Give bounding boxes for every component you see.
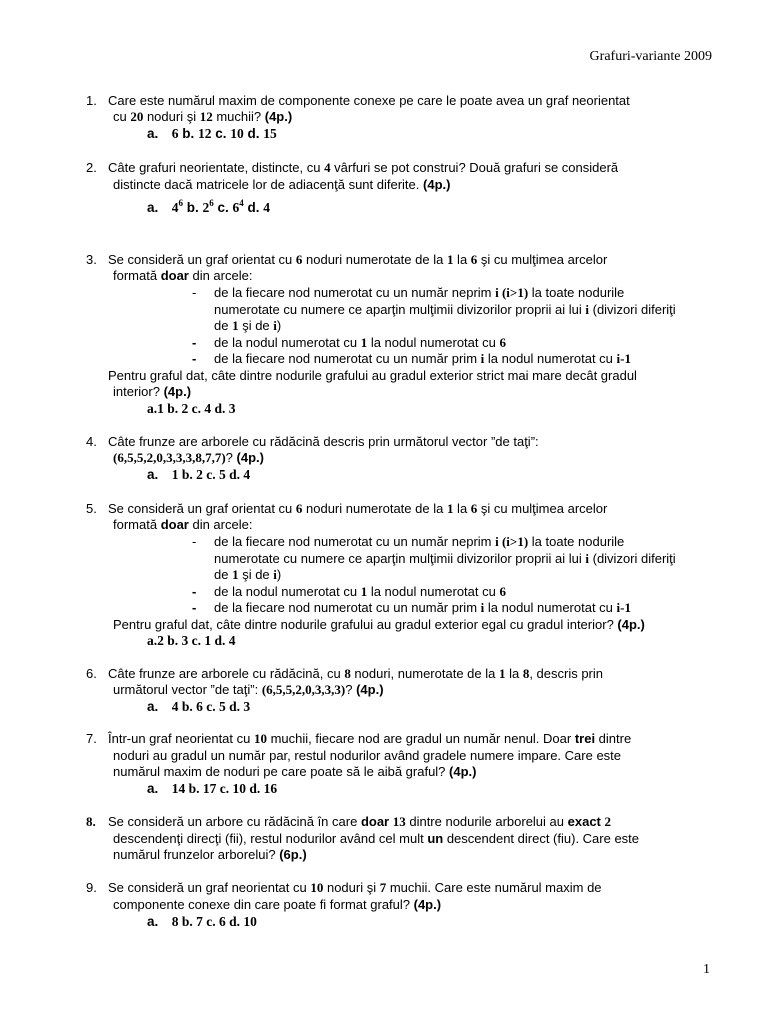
question-text: formată doar din arcele: (113, 268, 253, 283)
question-number: 8. (86, 814, 96, 829)
answer-options: a. 8 b. 7 c. 6 d. 10 (147, 914, 257, 929)
question-text: componente conexe din care poate fi format graful? (4p.) (113, 897, 442, 912)
answer-options: a.1 b. 2 c. 4 d. 3 (147, 401, 236, 416)
question-text: Câte frunze are arborele cu rădăcină, cu 8 noduri, numerotate de la 1 la 8, descris prin (108, 666, 604, 681)
question-number: 7. (86, 731, 97, 746)
question-text: Care este numărul maxim de componente conexe pe care le poate avea un graf neorientat (108, 93, 630, 108)
list-dash: - (192, 584, 197, 599)
question-text: Pentru graful dat, câte dintre nodurile grafului au gradul exterior strict mai mare decât gradul (108, 368, 637, 383)
question-text: Câte grafuri neorientate, distincte, cu 4 vârfuri se pot construi? Două grafuri se consideră (108, 160, 619, 175)
question-text: (6,5,5,2,0,3,3,3,8,7,7)? (4p.) (113, 450, 264, 465)
question-text: Se consideră un graf orientat cu 6 noduri numerotate de la 1 la 6 şi cu mulţimea arcelor (108, 252, 608, 267)
list-item-continuation: numerotate cu numere ce aparţin mulţimii divizorilor proprii ai lui i (divizori diferiţi (214, 551, 676, 566)
list-item: de la nodul numerotat cu 1 la nodul numerotat cu 6 (214, 335, 506, 350)
question-text: interior? (4p.) (113, 384, 192, 399)
list-dash: - (192, 600, 197, 615)
answer-options: a. 14 b. 17 c. 10 d. 16 (147, 781, 278, 796)
question-text: noduri au gradul un număr par, restul nodurilor având gradele numere impare. Care este (113, 748, 622, 763)
list-dash: - (192, 534, 197, 549)
question-text: următorul vector ”de taţi”: (6,5,5,2,0,3,3,3)? (4p.) (113, 682, 384, 697)
question-number: 1. (86, 93, 97, 108)
question-text: Într-un graf neorientat cu 10 muchii, fiecare nod are gradul un număr nenul. Doar trei dintre (108, 731, 632, 746)
answer-options: a. $4^6$ b. $2^6$ c. $6^4$ d. 4 (147, 198, 271, 215)
list-dash: - (192, 285, 197, 300)
question-number: 2. (86, 160, 97, 175)
list-item-continuation: de 1 şi de i) (214, 318, 282, 333)
question-text: cu 20 noduri şi 12 muchii? (4p.) (113, 109, 293, 124)
question-text: Se consideră un graf orientat cu 6 noduri numerotate de la 1 la 6 şi cu mulţimea arcelor (108, 501, 608, 516)
list-dash: - (192, 351, 197, 366)
question-number: 9. (86, 880, 97, 895)
list-dash: - (192, 335, 197, 350)
page-header: Grafuri-variante 2009 (589, 49, 712, 64)
list-item: de la fiecare nod numerotat cu un număr neprim i (i>1) la toate nodurile (214, 285, 625, 300)
question-text: numărul maxim de noduri pe care poate să le aibă graful? (4p.) (113, 764, 477, 779)
question-text: descendenţi direcţi (fii), restul nodurilor având cel mult un descendent direct (fiu). Care este (113, 831, 640, 846)
list-item-continuation: numerotate cu numere ce aparţin mulţimii divizorilor proprii ai lui i (divizori diferiţi (214, 302, 676, 317)
question-number: 4. (86, 434, 97, 449)
answer-options: a. 6 b. 12 c. 10 d. 15 (147, 126, 277, 141)
question-text: numărul frunzelor arborelui? (6p.) (113, 847, 307, 862)
question-number: 6. (86, 666, 97, 681)
question-text: Câte frunze are arborele cu rădăcină descris prin următorul vector ”de taţi”: (108, 434, 539, 449)
answer-options: a. 1 b. 2 c. 5 d. 4 (147, 467, 251, 482)
list-item: de la fiecare nod numerotat cu un număr neprim i (i>1) la toate nodurile (214, 534, 625, 549)
list-item: de la nodul numerotat cu 1 la nodul numerotat cu 6 (214, 584, 506, 599)
question-text: Pentru graful dat, câte dintre nodurile grafului au gradul exterior egal cu gradul interior? (4p.) (113, 617, 645, 632)
list-item: de la fiecare nod numerotat cu un număr prim i la nodul numerotat cu i-1 (214, 600, 631, 615)
answer-options: a. 4 b. 6 c. 5 d. 3 (147, 699, 251, 714)
question-text: Se consideră un graf neorientat cu 10 noduri şi 7 muchii. Care este numărul maxim de (108, 880, 602, 895)
page-number: 1 (703, 962, 710, 977)
question-text: Se consideră un arbore cu rădăcină în care doar 13 dintre nodurile arborelui au exact 2 (108, 814, 611, 829)
question-number: 5. (86, 501, 97, 516)
question-text: distincte dacă matricele lor de adiacenţă sunt diferite. (4p.) (113, 177, 451, 192)
list-item: de la fiecare nod numerotat cu un număr prim i la nodul numerotat cu i-1 (214, 351, 631, 366)
list-item-continuation: de 1 şi de i) (214, 567, 282, 582)
question-text: formată doar din arcele: (113, 517, 253, 532)
answer-options: a.2 b. 3 c. 1 d. 4 (147, 633, 236, 648)
question-number: 3. (86, 252, 97, 267)
